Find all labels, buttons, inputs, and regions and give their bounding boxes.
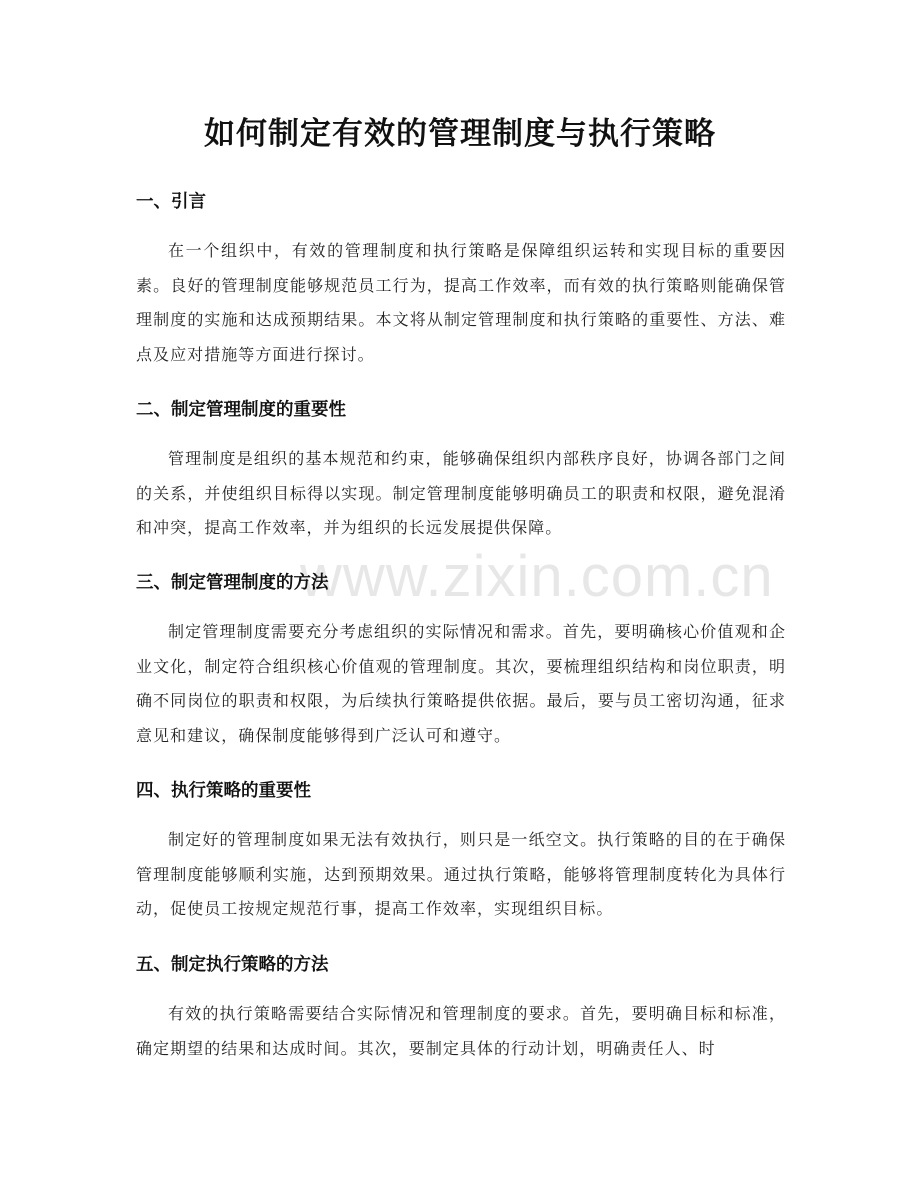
section-heading: 三、制定管理制度的方法	[136, 573, 329, 593]
section-paragraph: 制定好的管理制度如果无法有效执行，则只是一纸空文。执行策略的目的在于确保管理制度能够顺利实施，达到预期效果。通过执行策略，能够将管理制度转化为具体行动，促使员工按规定规范行事，提高工作效率，实现组织目标。	[136, 830, 786, 919]
section-heading: 四、执行策略的重要性	[136, 781, 311, 801]
watermark: www.zixin.com.cn	[300, 544, 774, 609]
document-title: 如何制定有效的管理制度与执行策略	[204, 116, 716, 152]
section-introduction	[136, 190, 786, 372]
section-methods-of-rules	[136, 571, 786, 753]
section-paragraph: 制定管理制度需要充分考虑组织的实际情况和需求。首先，要明确核心价值观和企业文化，制定符合组织核心价值观的管理制度。其次，要梳理组织结构和岗位职责，明确不同岗位的职责和权限，为后续执行策略提供依据。最后，要与员工密切沟通，征求意见和建议，确保制度能够得到广泛认可和遵守。	[136, 622, 786, 745]
section-heading: 五、制定执行策略的方法	[136, 955, 329, 975]
section-heading: 一、引言	[136, 192, 206, 212]
section-importance-of-rules	[136, 398, 786, 546]
section-paragraph: 在一个组织中，有效的管理制度和执行策略是保障组织运转和实现目标的重要因素。良好的管理制度能够规范员工行为，提高工作效率，而有效的执行策略则能确保管理制度的实施和达成预期结果。本文将从制定管理制度和执行策略的重要性、方法、难点及应对措施等方面进行探讨。	[136, 241, 786, 364]
section-paragraph: 有效的执行策略需要结合实际情况和管理制度的要求。首先，要明确目标和标准，确定期望的结果和达成时间。其次，要制定具体的行动计划，明确责任人、时	[136, 1004, 786, 1058]
section-heading: 二、制定管理制度的重要性	[136, 400, 346, 420]
section-methods-of-execution	[136, 953, 786, 1066]
section-paragraph: 管理制度是组织的基本规范和约束，能够确保组织内部秩序良好，协调各部门之间的关系，并使组织目标得以实现。制定管理制度能够明确员工的职责和权限，避免混淆和冲突，提高工作效率，并为组织的长远发展提供保障。	[136, 449, 786, 538]
section-importance-of-execution	[136, 779, 786, 927]
